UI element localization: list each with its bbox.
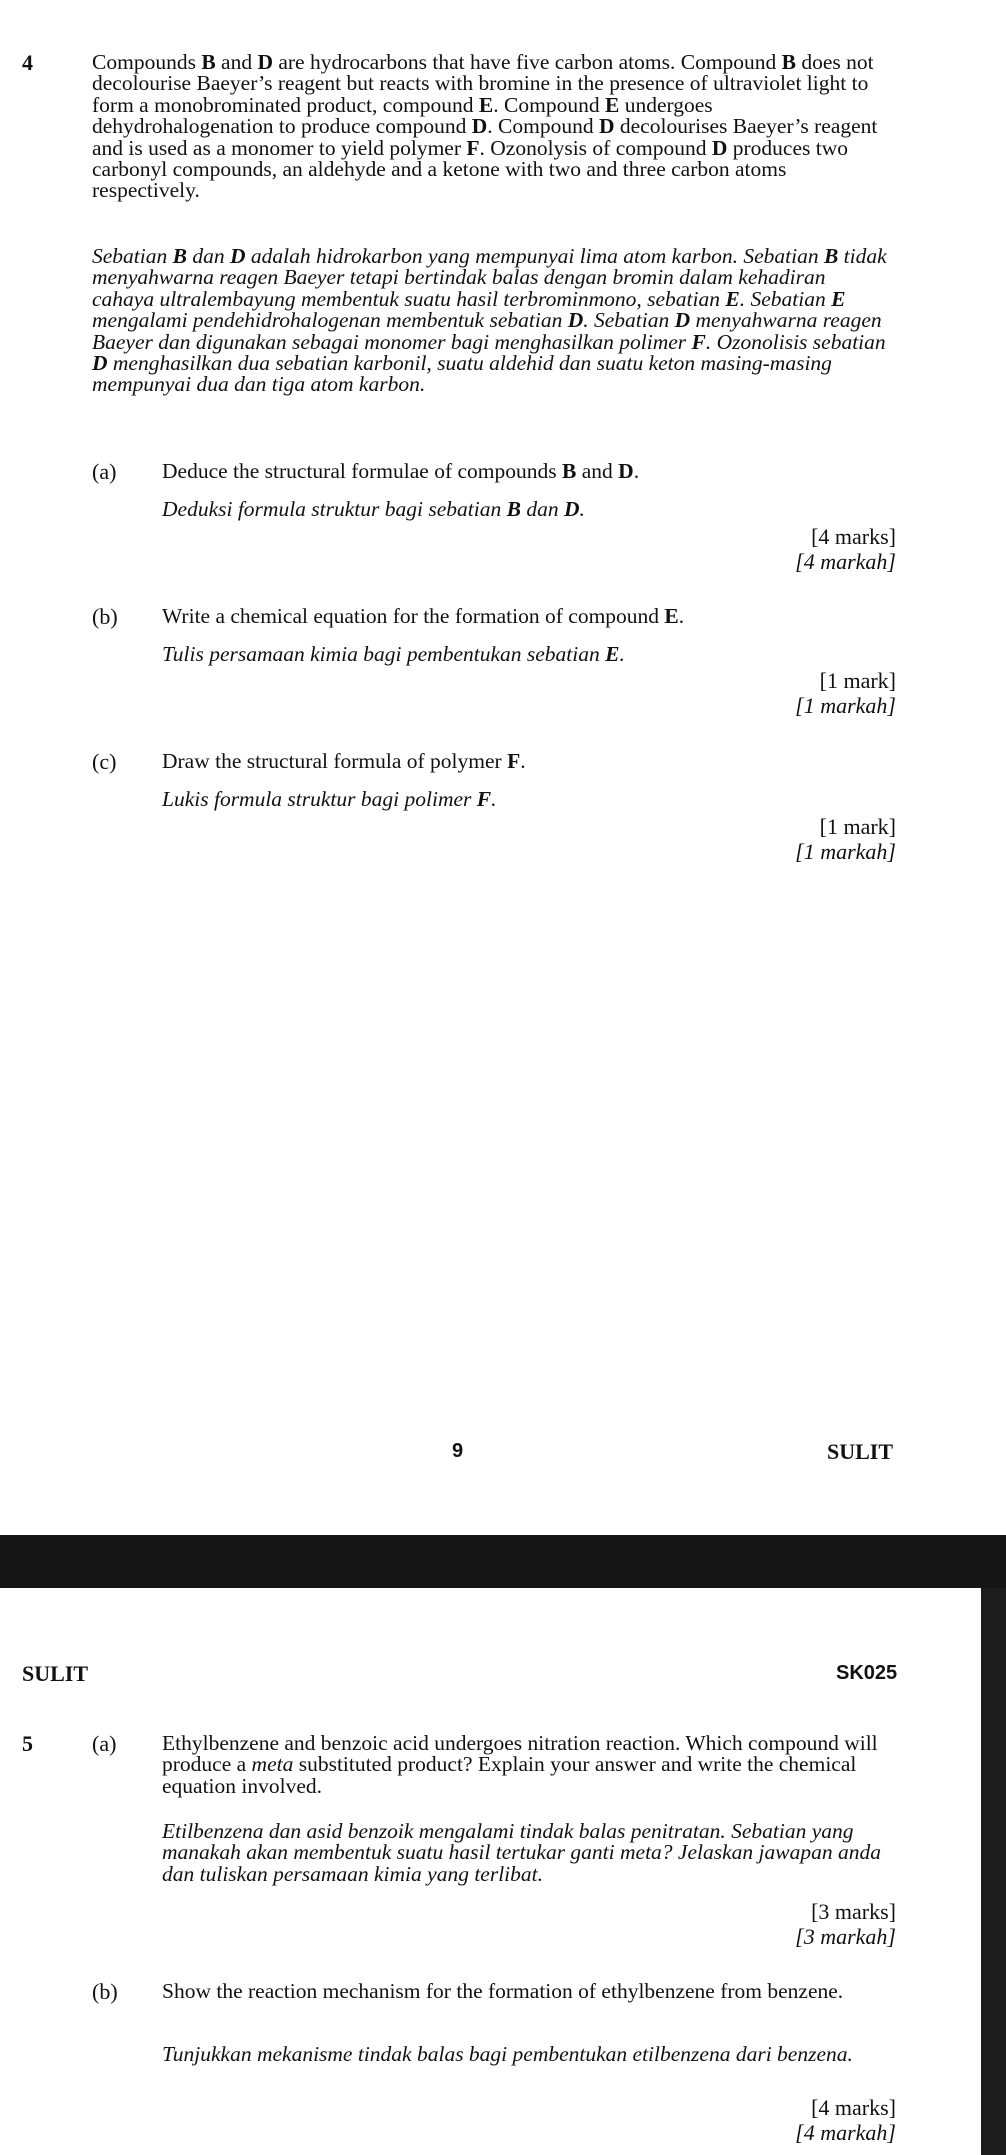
marks-allocation [795,1900,896,1949]
question-number: 5 [22,1731,33,1756]
marks-english: [3 marks] [811,1899,896,1924]
marks-english: [1 mark] [819,668,896,693]
marks-malay: [4 markah] [795,2119,896,2145]
part-b-malay: Tunjukkan mekanisme tindak balas bagi pembentukan etilbenzena dari benzena. [162,2042,853,2066]
bold-run: B [823,244,839,268]
bold-run: F [691,329,706,354]
bold-run: D [567,308,584,333]
bold-run: D [618,459,634,483]
marks-allocation [795,2096,896,2145]
page-number: 9 [452,1440,464,1462]
bold-run: B [506,497,521,521]
bold-run: F [476,787,492,811]
marks-allocation [795,669,896,718]
bold-run: B [562,459,577,483]
part-label: (c) [92,749,117,774]
marks-malay: [1 markah] [795,692,896,718]
part-b-malay: Tulis persamaan kimia bagi pembentukan sebatian E. [162,642,625,666]
marks-allocation [795,815,896,864]
bold-run: D [598,114,615,139]
course-code: SK025 [836,1662,898,1684]
part-a-malay: Deduksi formula struktur bagi sebatian B dan D. [162,497,585,521]
header-classification: SULIT [22,1661,89,1686]
bold-run: D [257,50,273,74]
bold-run: E [604,92,620,117]
part-a-english: Ethylbenzene and benzoic acid undergoes nitration reaction. Which compound will produce a meta substituted product? Explain your answer and write the chemical equation involved. [162,1731,878,1798]
part-c-malay: Lukis formula struktur bagi polimer F. [162,787,497,811]
bold-run: D [229,244,246,268]
bold-run: B [172,244,187,268]
exam-page-10 [0,1588,1006,2155]
bold-run: D [471,114,488,139]
scan-edge-bar [981,1588,1006,2155]
bold-run: D [711,135,728,160]
question-number: 4 [22,50,33,75]
part-label: (b) [92,604,118,629]
bold-run: B [201,50,216,74]
marks-english: [4 marks] [811,2095,896,2120]
part-label: (a) [92,459,117,484]
question-4-stem-english: Compounds B and D are hydrocarbons that have five carbon atoms. Compound B does not decolourise Baeyer’s reagent but reacts with bromine in the presence of ultraviolet light to form a monobrominated product, compound E. Compound E undergoes dehydrohalogenation to produce compound D. Compound D decolourises Baeyer’s reagent and is used as a monomer to yield polymer F. Ozonolysis of compound D produces two carbonyl compounds, an aldehyde and a ketone with two and three carbon atoms respectively. [92,50,878,203]
part-label: (b) [92,1979,118,2004]
part-b-english: Show the reaction mechanism for the formation of ethylbenzene from benzene. [162,1979,844,2003]
bold-run: E [605,642,620,666]
bold-run: E [664,604,679,628]
bold-run: E [831,286,846,311]
question-4-stem-malay: Sebatian B dan D adalah hidrokarbon yang mempunyai lima atom karbon. Sebatian B tidak menyahwarna reagen Baeyer tetapi bertindak balas dengan bromin dalam kehadiran cahaya ultralembayung membentuk suatu hasil terbrominmono, sebatian E. Sebatian E mengalami pendehidrohalogenan membentuk sebatian D. Sebatian D menyahwarna reagen Baeyer dan digunakan sebagai monomer bagi menghasilkan polimer F. Ozonolisis sebatian D menghasilkan dua sebatian karbonil, suatu aldehid dan suatu keton masing-masing mempunyai dua dan tiga atom karbon. [92,244,887,397]
marks-english: [1 mark] [819,814,896,839]
italic-run: meta [251,1752,294,1777]
part-b-english: Write a chemical equation for the formation of compound E. [162,604,685,628]
bold-run: D [563,497,580,521]
bold-run: E [478,92,494,117]
bold-run: F [466,135,480,160]
bold-run: D [674,308,691,333]
marks-malay: [3 markah] [795,1923,896,1949]
bold-run: E [725,286,740,311]
marks-malay: [1 markah] [795,838,896,864]
bold-run: F [507,749,521,773]
part-label: (a) [92,1731,117,1756]
marks-english: [4 marks] [811,524,896,549]
bold-run: D [92,351,108,376]
marks-malay: [4 markah] [795,548,896,574]
part-c-english: Draw the structural formula of polymer F. [162,749,526,773]
footer-classification: SULIT [827,1439,894,1464]
part-a-english: Deduce the structural formulae of compounds B and D. [162,459,640,483]
bold-run: B [781,50,797,74]
page-divider [0,1535,1006,1588]
part-a-malay: Etilbenzena dan asid benzoik mengalami tindak balas penitratan. Sebatian yang manakah akan membentuk suatu hasil tertukar ganti meta? Jelaskan jawapan anda dan tuliskan persamaan kimia yang terlibat. [162,1819,881,1886]
marks-allocation [795,525,896,574]
